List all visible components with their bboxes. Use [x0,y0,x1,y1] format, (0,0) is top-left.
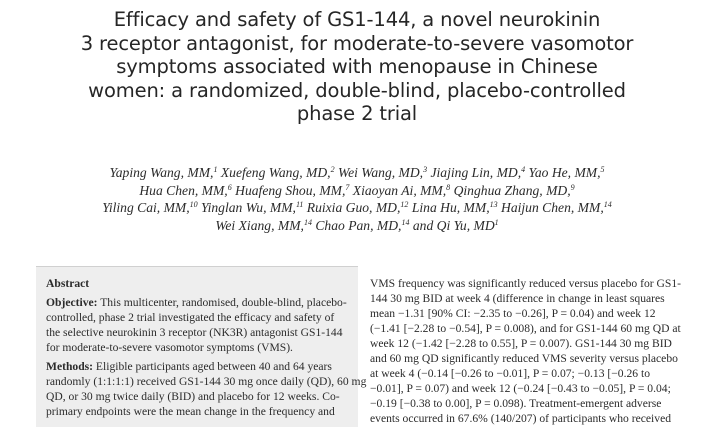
author-name: Ruixia Guo, MD, [306,200,401,215]
methods-line: QD, or 30 mg twice daily (BID) and placebo for 12 weeks. Co- [46,390,340,403]
affiliation-number: 9 [570,182,575,192]
objective-label: Objective: [46,296,98,309]
author-name: Qinghua Zhang, MD, [453,182,571,198]
results-line: mean −1.31 [90% CI: −2.35 to −0.26], P = 0.04) and week 12 [370,307,656,320]
results-line: events occurred in 67.6% (140/207) of participants who received [370,412,672,425]
methods-text: Eligible participants aged between 40 and 64 years [95,360,332,373]
results-line: week 12 (−1.42 [−2.28 to 0.55], P = 0.007). GS1-144 30 mg BID [370,337,672,350]
objective-paragraph [46,295,353,355]
affiliation-number: 3 [423,165,428,174]
title-line: women: a randomized, double-blind, placebo-controlled [88,78,626,102]
author-name: Haijun Chen, MM, [501,200,604,215]
author-line-1 [30,164,684,182]
affiliation-number: 6 [227,182,232,192]
results-line: and 60 mg QD significantly reduced VMS severity versus placebo [370,352,678,365]
title-line: Efficacy and safety of GS1-144, a novel neurokinin [113,8,601,31]
methods-label: Methods: [46,360,94,373]
results-line: −0.19 [−0.38 to 0.00], P = 0.098). Treatment-emergent adverse [370,397,662,410]
author-name: Yiling Cai, MM, [102,200,190,215]
affiliation-number: 14 [603,200,612,209]
methods-paragraph [46,359,367,419]
author-name: Lina Hu, MM, [411,200,490,215]
author-name: Hua Chen, MM, [139,182,228,198]
abstract-column [46,276,367,423]
affiliation-number: 2 [330,165,335,174]
affiliation-number: 14 [303,217,312,227]
affiliation-number: 11 [295,200,304,209]
author-name: Wei Xiang, MM, [215,217,304,233]
results-line: −0.01], P = 0.07) and week 12 (−0.24 [−0.43 to −0.05], P = 0.04; [370,382,671,395]
objective-line: the selective neurokinin 3 receptor (NK3R) antagonist GS1-144 [46,326,343,339]
results-line: at week 4 (−0.14 [−0.26 to −0.01], P = 0.07; −0.13 [−0.26 to [370,367,650,380]
affiliation-number: 4 [521,165,526,174]
author-list [30,164,684,234]
results-line: (−1.41 [−2.28 to −0.54], P = 0.008), and for GS1-144 60 mg QD at [370,322,681,335]
author-name: Wei Wang, MD, [338,165,424,180]
methods-line: primary endpoints were the mean change in the frequency and [46,405,335,418]
objective-text: This multicenter, randomised, double-blind, placebo- [100,296,347,309]
affiliation-number: 5 [600,165,605,174]
abstract-heading: Abstract [46,277,90,290]
objective-line: controlled, phase 2 trial investigated the efficacy and safety of [46,311,335,324]
author-line-2 [30,182,684,200]
methods-line: randomly (1:1:1:1) received GS1-144 30 mg once daily (QD), 60 mg [46,375,367,388]
objective-line [46,295,353,310]
affiliation-number: 10 [189,200,198,209]
author-name: Jiajing Lin, MD, [430,165,522,180]
author-name: Yinglan Wu, MM, [201,200,296,215]
results-line: VMS frequency was significantly reduced versus placebo for GS1- [370,277,682,290]
title-line: phase 2 trial [296,102,418,126]
results-column [370,276,682,426]
affiliation-number: 8 [446,182,451,192]
affiliation-number: 7 [345,182,350,192]
methods-line [46,359,353,374]
objective-line: for moderate-to-severe vasomotor symptoms (VMS). [46,341,293,354]
author-line-3 [30,199,684,217]
title-line: symptoms associated with menopause in Chinese [116,55,598,79]
affiliation-number: 13 [489,200,498,209]
affiliation-number: 1 [213,165,218,174]
author-name: Xiaoyan Ai, MM, [352,182,447,198]
author-name: and Qi Yu, MD [412,217,495,233]
author-line-4 [30,217,684,235]
affiliation-number: 14 [401,217,410,227]
article-title [20,8,694,126]
results-line: 144 30 mg BID at week 4 (difference in change in least squares [370,292,665,305]
author-name: Yao He, MM, [528,165,601,180]
author-name: Huafeng Shou, MM, [235,182,346,198]
affiliation-number: 12 [400,200,409,209]
author-name: Yaping Wang, MM, [109,165,214,180]
title-line: 3 receptor antagonist, for moderate-to-severe vasomotor [80,31,634,55]
author-name: Xuefeng Wang, MD, [220,165,331,180]
affiliation-number: 1 [494,217,499,227]
author-name: Chao Pan, MD, [315,217,402,233]
